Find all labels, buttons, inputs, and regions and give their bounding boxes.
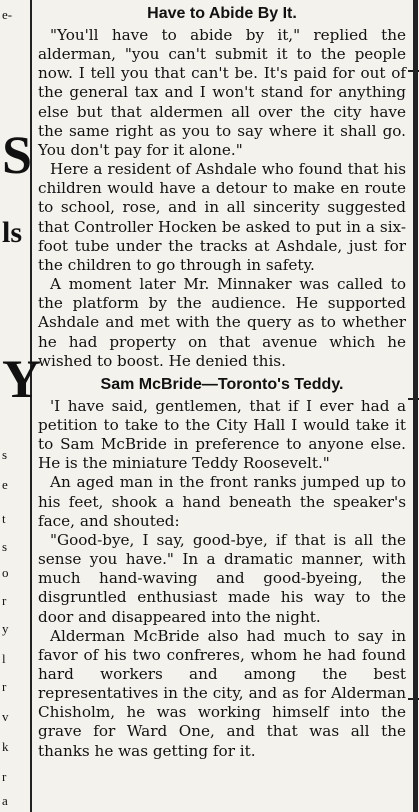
fragment-text: s: [2, 447, 8, 462]
section-heading: Have to Abide By It.: [147, 5, 297, 22]
article-paragraph: Alderman McBride also had much to say in favor of his two confreres, whom he had found hard workers and among the best representatives in the city, and as for Alderman Chisholm, he was working himself into the grave for Ward One, and that was all the thanks he was getting for it.: [38, 626, 406, 760]
fragment-text: l: [2, 651, 6, 666]
fragment-text: k: [2, 739, 9, 754]
fragment-text: S: [2, 125, 33, 185]
fragment-text: r: [2, 769, 7, 784]
fragment-text: t: [2, 511, 6, 526]
fragment-text: Y: [2, 349, 41, 409]
article-paragraph: "You'll have to abide by it," replied the alderman, "you can't submit it to the people now. I tell you that can't be. It's paid for out of the general tax and I won't stand for anything else but that aldermen all over the city have the same right as you to say where it shall go. You don't pay for it alone.": [38, 26, 406, 159]
adjacent-column-fragment: [0, 0, 41, 812]
article-paragraph: "Good-bye, I say, good-bye, if that is all the sense you have." In a dramatic manner, with much hand-waving and good-byeing, the disgruntled enthusiast made his way to the door and disappeared into the night.: [38, 530, 406, 626]
fragment-text: ls: [2, 216, 23, 249]
fragment-text: r: [2, 593, 7, 608]
article-column: [38, 0, 406, 812]
rule-line: [413, 0, 418, 812]
fragment-text: a: [2, 793, 8, 808]
rule-tick: [408, 698, 419, 700]
column-rule: [408, 0, 419, 812]
section-heading: Sam McBride—Toronto's Teddy.: [100, 375, 344, 393]
fragment-text: e-: [2, 7, 13, 22]
fragment-text: r: [2, 679, 7, 694]
article-paragraph: A moment later Mr. Minnaker was called to the platform by the audience. He supported Ashdale and met with the query as to whether he had property on that avenue which he wished to boost. He denied this.: [38, 275, 406, 370]
fragment-text: s: [2, 539, 8, 554]
fragment-text: e: [2, 477, 8, 492]
rule-tick: [408, 398, 419, 400]
fragment-text: v: [2, 709, 9, 724]
article-paragraph: Here a resident of Ashdale who found that his children would have a detour to make en route to school, rose, and in all sincerity suggested that Controller Hocken be asked to put in a six-foot tube under the tracks at Ashdale, just for the children to go through in safety.: [38, 160, 406, 274]
rule-tick: [408, 70, 419, 72]
article-paragraph: An aged man in the front ranks jumped up to his feet, shook a hand beneath the speaker's face, and shouted:: [38, 473, 406, 530]
article-paragraph: 'I have said, gentlemen, that if I ever had a petition to take to the City Hall I would take it to Sam McBride in preference to anyone else. He is the miniature Teddy Roosevelt.": [38, 396, 406, 473]
fragment-text: y: [2, 621, 9, 636]
fragment-text: o: [2, 565, 9, 580]
